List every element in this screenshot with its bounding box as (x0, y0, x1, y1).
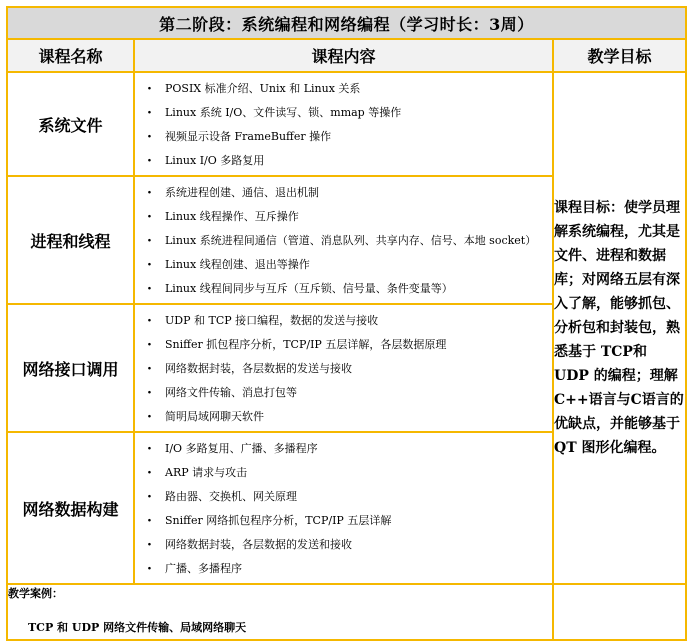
topic-list (135, 177, 552, 303)
module-topics (134, 304, 553, 432)
topic-item: · 网络文件传输、消息打包等 (135, 381, 552, 405)
module-row-system-files (7, 72, 686, 176)
topic-item: · ARP 请求与攻击 (135, 461, 552, 485)
header-course-name: 课程名称 (7, 39, 134, 72)
cases-row (7, 584, 686, 640)
topic-item: · 广播、多播程序 (135, 557, 552, 581)
topic-item: · UDP 和 TCP 接口编程，数据的发送与接收 (135, 309, 552, 333)
title-row (7, 7, 686, 39)
topic-item: · 网络数据封装，各层数据的发送和接收 (135, 533, 552, 557)
teaching-cases (7, 584, 553, 640)
syllabus-table (6, 6, 687, 641)
module-name: 网络数据构建 (7, 432, 134, 584)
topic-item: · 系统进程创建、通信、退出机制 (135, 181, 552, 205)
stage-title: 第二阶段：系统编程和网络编程（学习时长：3周） (7, 7, 686, 39)
topic-item: · Linux I/O 多路复用 (135, 149, 552, 173)
topic-item: · 网络数据封装，各层数据的发送与接收 (135, 357, 552, 381)
module-topics (134, 72, 553, 176)
topic-item: · Linux 线程操作、互斥操作 (135, 205, 552, 229)
topic-item: · Linux 线程创建、退出等操作 (135, 253, 552, 277)
topic-item: · Sniffer 抓包程序分析，TCP/IP 五层详解，各层数据原理 (135, 333, 552, 357)
cases-label: 教学案例： (8, 587, 63, 600)
topic-item: · Linux 线程间同步与互斥（互斥锁、信号量、条件变量等） (135, 277, 552, 301)
cases-text: TCP 和 UDP 网络文件传输、局域网络聊天 (28, 621, 247, 634)
teaching-goal: 课程目标：使学员理解系统编程，尤其是文件、进程和数据库；对网络五层有深入了解，能够抓包、分析包和封装包，熟悉基于 TCP和 UDP 的编程；理解 C++语言与C语言的优缺点，并能够基于 QT 图形化编程。 (553, 72, 686, 584)
topic-item: · 视频显示设备 FrameBuffer 操作 (135, 125, 552, 149)
module-name: 进程和线程 (7, 176, 134, 304)
topic-item: · 路由器、交换机、网关原理 (135, 485, 552, 509)
topic-list (135, 433, 552, 583)
topic-item: · Linux 系统进程间通信（管道、消息队列、共享内存、信号、本地 socket） (135, 229, 552, 253)
header-row (7, 39, 686, 72)
topic-list (135, 305, 552, 431)
topic-item: · I/O 多路复用、广播、多播程序 (135, 437, 552, 461)
header-teaching-goal: 教学目标 (553, 39, 686, 72)
module-name: 系统文件 (7, 72, 134, 176)
module-name: 网络接口调用 (7, 304, 134, 432)
topic-item: · 简明局域网聊天软件 (135, 405, 552, 429)
empty-cell (553, 584, 686, 640)
topic-item: · Sniffer 网络抓包程序分析，TCP/IP 五层详解 (135, 509, 552, 533)
topic-item: · POSIX 标准介绍、Unix 和 Linux 关系 (135, 77, 552, 101)
module-topics (134, 176, 553, 304)
header-course-content: 课程内容 (134, 39, 553, 72)
topic-item: · Linux 系统 I/O、文件读写、锁、mmap 等操作 (135, 101, 552, 125)
topic-list (135, 73, 552, 175)
module-topics (134, 432, 553, 584)
